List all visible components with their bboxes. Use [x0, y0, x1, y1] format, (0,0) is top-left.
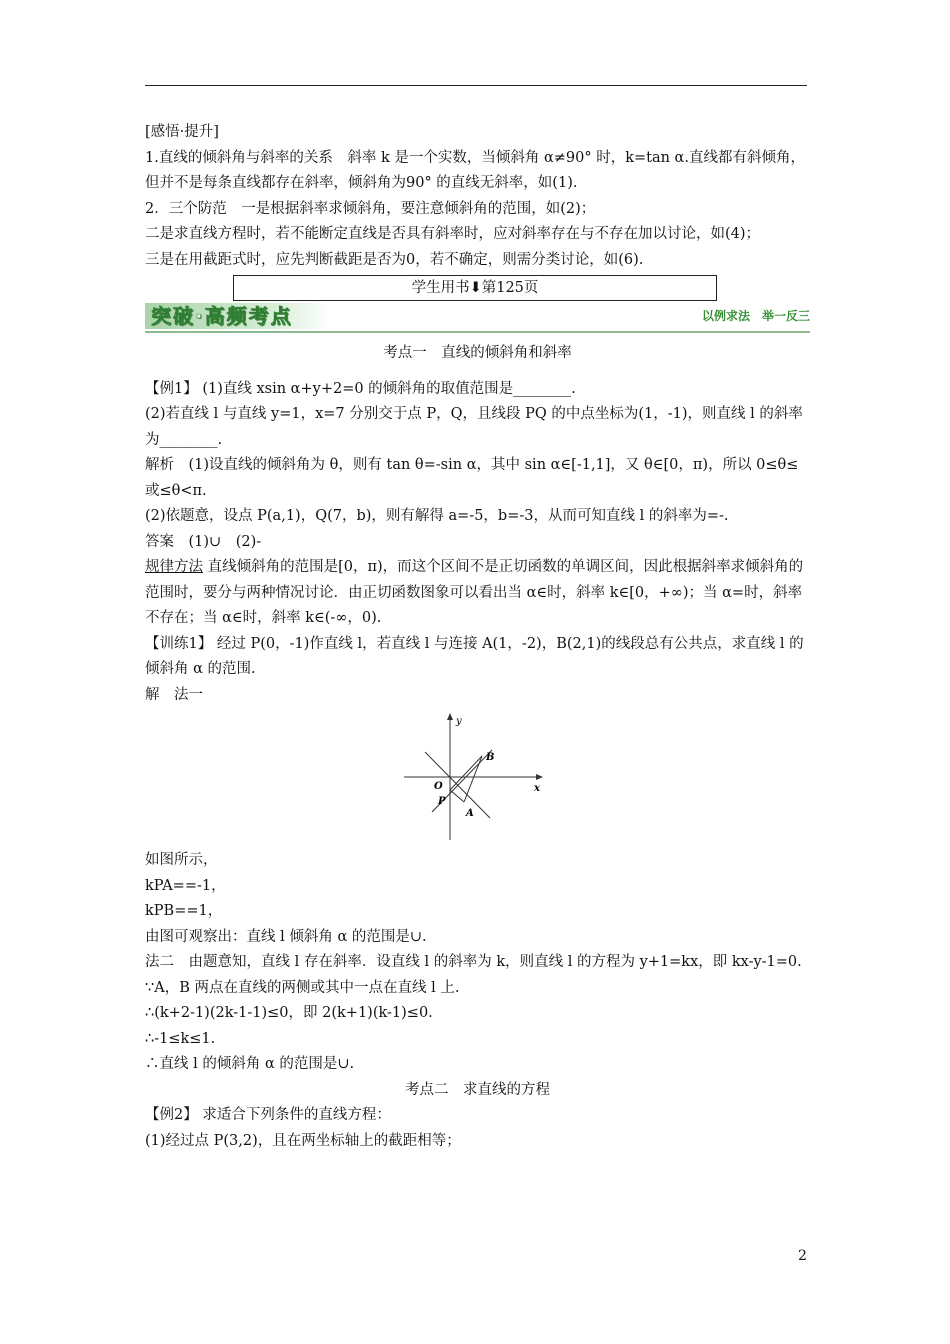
insight-title: [感悟·提升] — [145, 124, 219, 140]
solution-l2: kPA==-1， — [145, 877, 226, 894]
page-content — [145, 120, 810, 1154]
solution-l7: ∴(k+2-1)(2k-1-1)≤0，即 2(k+1)(k-1)≤0. — [145, 1005, 433, 1021]
example2-condition1: (1)经过点 P(3,2)，且在两坐标轴上的截距相等； — [145, 1132, 461, 1149]
kaodian1-heading: 考点一 直线的倾斜角和斜率 — [383, 345, 572, 361]
solution-l9: ∴直线 l 的倾斜角 α 的范围是∪. — [145, 1056, 355, 1072]
method-text: 直线倾斜角的范围是[0，π)，而这个区间不是正切函数的单调区间，因此根据斜率求倾斜角的范围时，要分与两种情况讨论．由正切函数图象可以看出当 α∈时，斜率 k∈[0，+∞)；当 α=时，斜率不存在；当 α∈时，斜率 k∈(-∞，0). — [145, 559, 804, 626]
training1-question: 【训练1】 经过 P(0，-1)作直线 l，若直线 l 与连接 A(1，-2)，B(2,1)的线段总有公共点，求直线 l 的倾斜角 α 的范围. — [145, 635, 804, 677]
segment-pa — [450, 790, 464, 802]
method-label: 规律方法 — [145, 559, 203, 575]
banner-title: 突破·高频考点 — [151, 304, 293, 328]
label-a: A — [466, 808, 474, 819]
method-paragraph — [145, 555, 810, 632]
insight-p1: 1.直线的倾斜角与斜率的关系 斜率 k 是一个实数，当倾斜角 α≠90° 时，k=tan α.直线都有斜倾角，但并不是每条直线都存在斜率，倾斜角为90° 的直线无斜率，如(1). — [145, 149, 805, 191]
solution-l1: 如图所示， — [145, 852, 218, 868]
label-o: O — [434, 781, 443, 792]
segment-pb — [450, 756, 482, 790]
example1-answer: 答案 (1)∪ (2)- — [145, 533, 262, 550]
header-rule — [145, 85, 807, 86]
figure-svg — [400, 712, 550, 844]
solution-l8: ∴-1≤k≤1. — [145, 1030, 216, 1047]
segment-ab — [464, 756, 482, 802]
insight-p3: 二是求直线方程时，若不能断定直线是否具有斜率时，应对斜率存在与不存在加以讨论，如(4)； — [145, 226, 761, 242]
coordinate-figure — [145, 712, 810, 844]
insight-p2: 2．三个防范 一是根据斜率求倾斜角，要注意倾斜角的范围，如(2)； — [145, 200, 596, 217]
x-arrow — [536, 774, 543, 780]
y-arrow — [447, 713, 453, 720]
solution-l6: ∵A，B 两点在直线的两侧或其中一点在直线 l 上. — [145, 979, 460, 996]
insight-p4: 三是在用截距式时，应先判断截距是否为0，若不确定，则需分类讨论，如(6). — [145, 251, 644, 268]
training1-solution-label: 解 法一 — [145, 686, 203, 703]
solution-l4: 由图可观察出：直线 l 倾斜角 α 的范围是∪. — [145, 928, 427, 945]
kaodian2-heading: 考点二 求直线的方程 — [405, 1081, 550, 1098]
example2-question: 【例2】 求适合下列条件的直线方程： — [145, 1107, 391, 1123]
label-x: x — [534, 783, 540, 794]
banner-subtitle: 以例求法 举一反三 — [701, 308, 810, 323]
solution-l5: 法二 由题意知，直线 l 存在斜率．设直线 l 的斜率为 k，则直线 l 的方程为 y+1=kx，即 kx-y-1=0. — [145, 954, 802, 970]
label-y: y — [456, 716, 462, 727]
example1-q1: 【例1】 (1)直线 xsin α+y+2=0 的倾斜角的取值范围是________. — [145, 380, 576, 397]
label-p: P — [438, 796, 446, 807]
section-banner — [145, 303, 810, 333]
example1-a1: 解析 (1)设直线的倾斜角为 θ，则有 tan θ=-sin α，其中 sin α∈[-1,1]，又 θ∈[0，π)，所以 0≤θ≤或≤θ<π. — [145, 457, 799, 499]
student-book-box: 学生用书⬇第125页 — [233, 275, 717, 301]
label-b: B — [486, 752, 495, 763]
example1-a2: (2)依题意，设点 P(a,1)，Q(7，b)，则有解得 a=-5，b=-3，从而可知直线 l 的斜率为=-. — [145, 508, 729, 524]
example1-q2: (2)若直线 l 与直线 y=1，x=7 分别交于点 P，Q，且线段 PQ 的中点坐标为(1，-1)，则直线 l 的斜率为________. — [145, 406, 803, 448]
page-number: 2 — [798, 1248, 807, 1264]
solution-l3: kPB==1， — [145, 903, 223, 919]
